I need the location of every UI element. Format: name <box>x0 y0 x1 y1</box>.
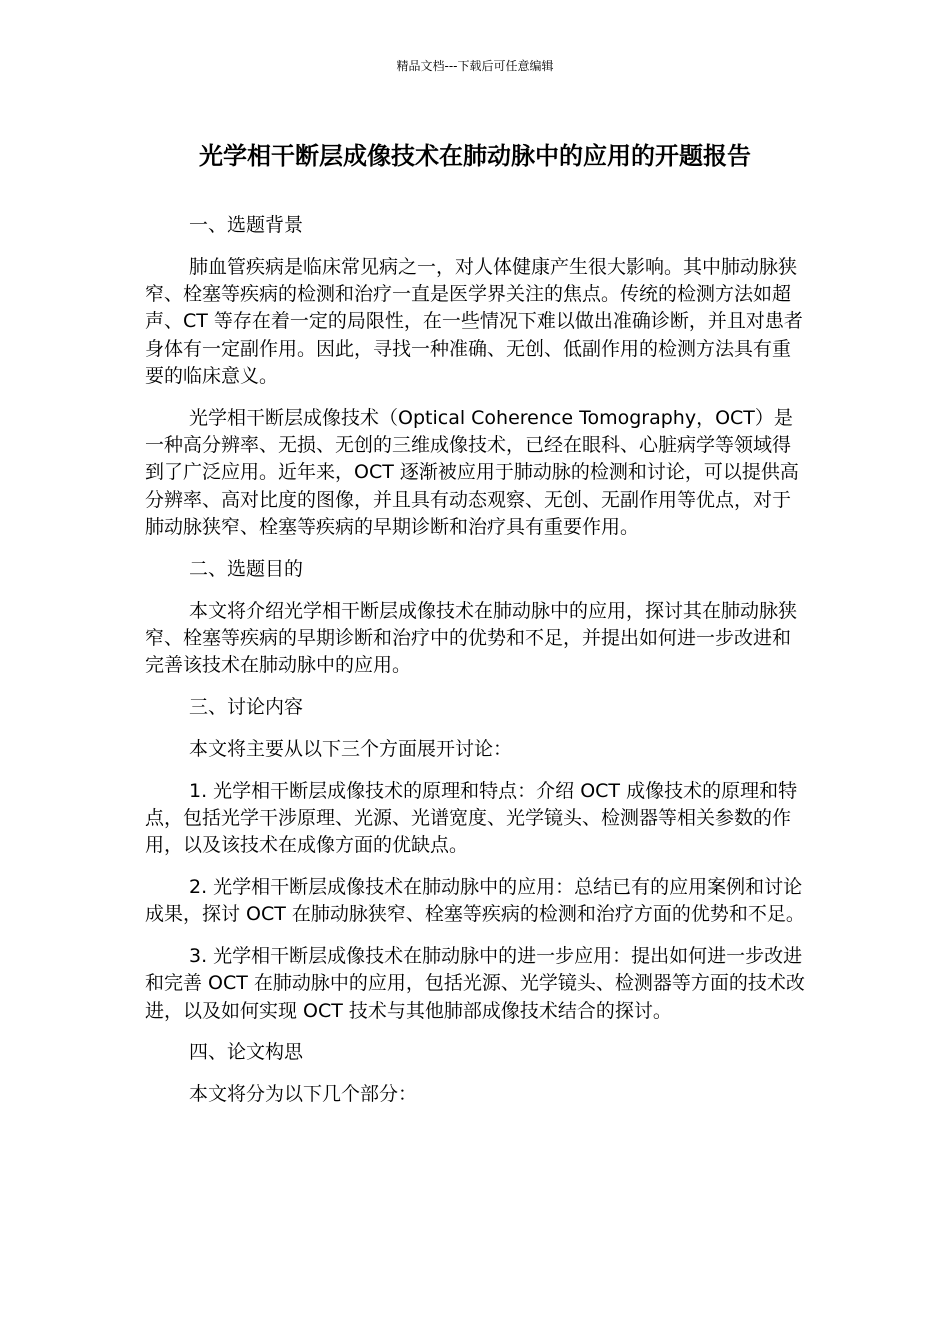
section-heading-outline: 四、论文构思 <box>189 1041 304 1064</box>
paragraph: 本文将分为以下几个部分： <box>189 1083 418 1106</box>
list-item: 2. 光学相干断层成像技术在肺动脉中的应用：总结已有的应用案例和讨论成果，探讨 OCT 在肺动脉狭窄、栓塞等疾病的检测和治疗方面的优势和不足。 <box>145 875 805 926</box>
document-title: 光学相干断层成像技术在肺动脉中的应用的开题报告 <box>199 142 751 170</box>
paragraph: 光学相干断层成像技术（Optical Coherence Tomography，OCT）是一种高分辨率、无损、无创的三维成像技术，已经在眼科、心脏病学等领域得到了广泛应用。近年来，OCT 逐渐被应用于肺动脉的检测和讨论，可以提供高分辨率、高对比度的图像，并且具有动态观察、无创、无副作用等优点，对于肺动脉狭窄、栓塞等疾病的早期诊断和治疗具有重要作用。 <box>145 406 799 538</box>
section-heading-background: 一、选题背景 <box>189 214 304 236</box>
paragraph: 肺血管疾病是临床常见病之一，对人体健康产生很大影响。其中肺动脉狭窄、栓塞等疾病的检测和治疗一直是医学界关注的焦点。传统的检测方法如超声、CT 等存在着一定的局限性，在一些情况下难以做出准确诊断，并且对患者身体有一定副作用。因此，寻找一种准确、无创、低副作用的检测方法具有重要的临床意义。 <box>145 255 803 387</box>
list-item: 1. 光学相干断层成像技术的原理和特点：介绍 OCT 成像技术的原理和特点，包括光学干涉原理、光源、光谱宽度、光学镜头、检测器等相关参数的作用，以及该技术在成像方面的优缺点。 <box>145 779 798 857</box>
paragraph: 本文将主要从以下三个方面展开讨论： <box>189 737 513 760</box>
page-header: 精品文档---下载后可任意编辑 <box>396 59 554 73</box>
paragraph: 本文将介绍光学相干断层成像技术在肺动脉中的应用，探讨其在肺动脉狭窄、栓塞等疾病的早期诊断和治疗中的优势和不足，并提出如何进一步改进和完善该技术在肺动脉中的应用。 <box>145 599 798 677</box>
section-heading-content: 三、讨论内容 <box>189 695 304 718</box>
document-body <box>145 212 809 1123</box>
list-item: 3. 光学相干断层成像技术在肺动脉中的进一步应用：提出如何进一步改进和完善 OCT 在肺动脉中的应用，包括光源、光学镜头、检测器等方面的技术改进，以及如何实现 OCT 技术与其他肺部成像技术结合的探讨。 <box>145 945 805 1022</box>
section-heading-purpose: 二、选题目的 <box>189 557 304 580</box>
